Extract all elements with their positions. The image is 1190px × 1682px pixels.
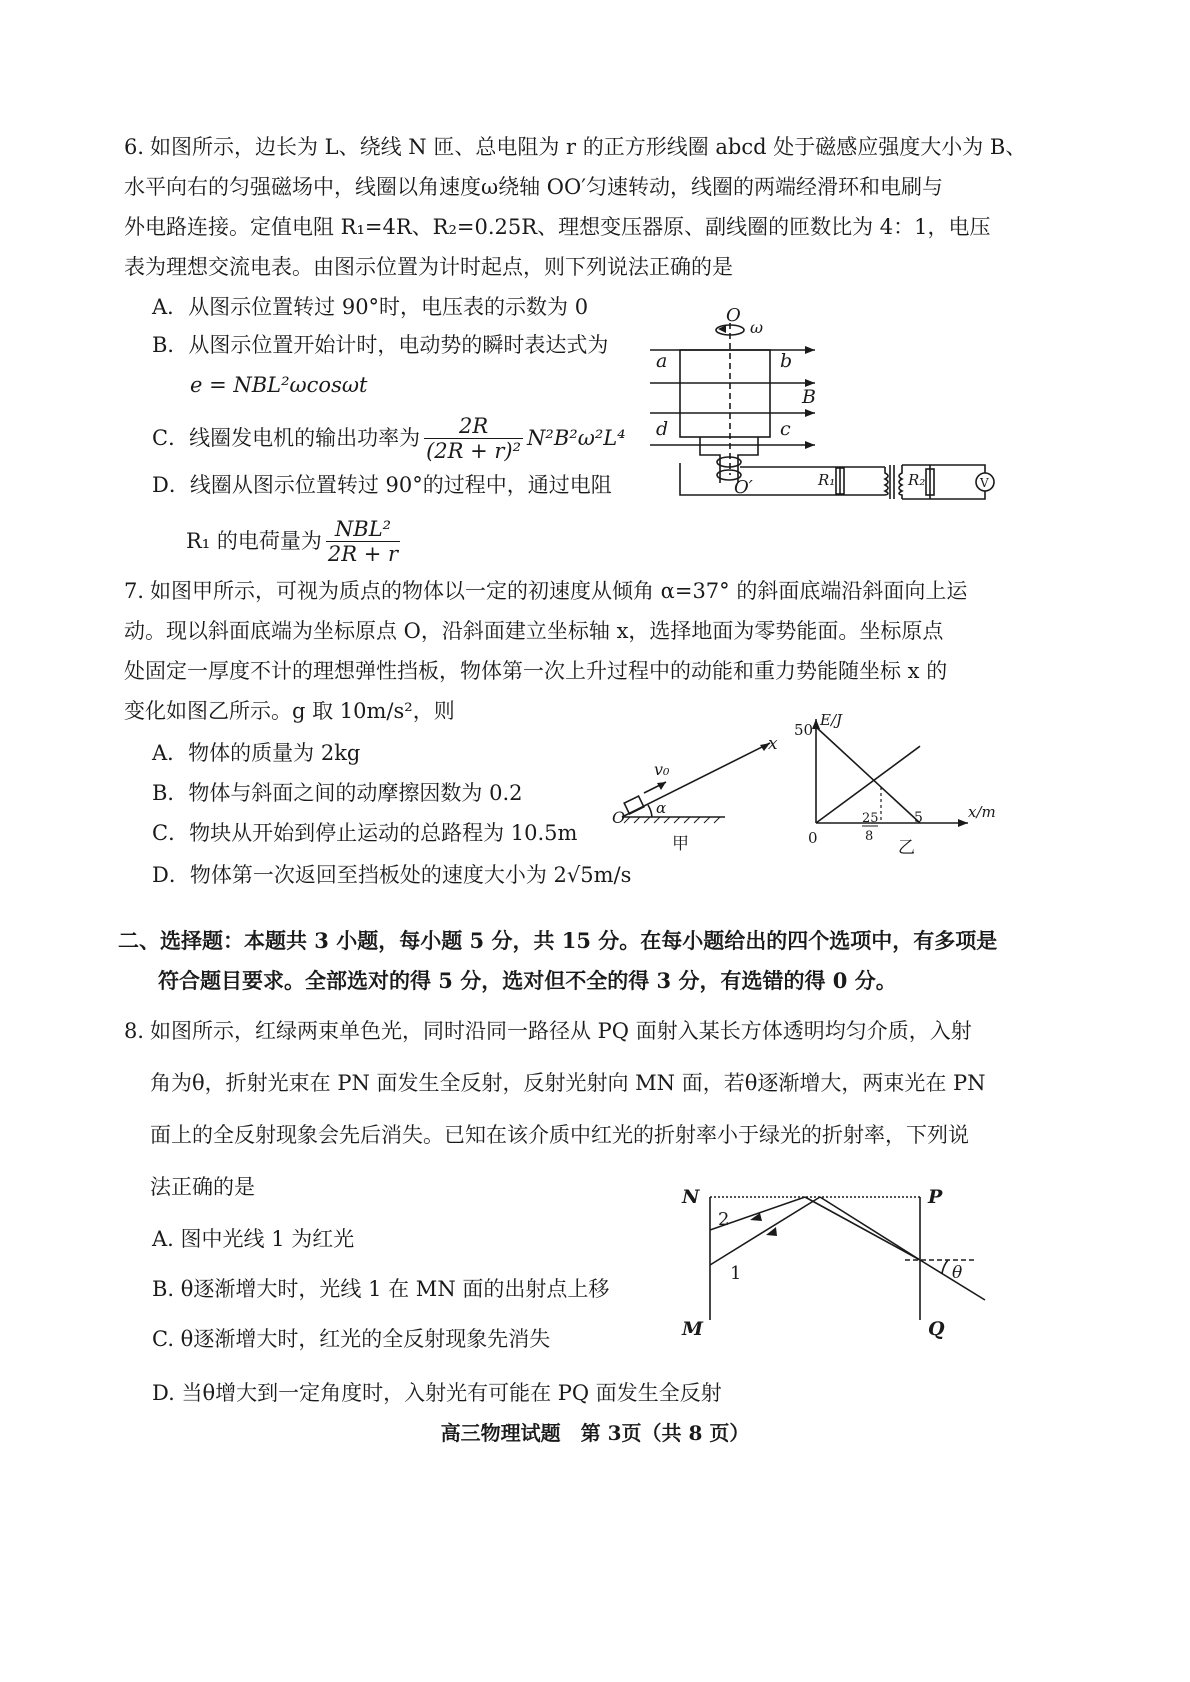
q6-option-a: A．从图示位置转过 90°时，电压表的示数为 0 bbox=[152, 295, 589, 319]
chart-tick-50: 50 bbox=[794, 721, 814, 739]
q6-option-c-numerator: 2R bbox=[424, 414, 523, 439]
q6-stem-line-1: 如图所示，边长为 L、绕线 N 匝、总电阻为 r 的正方形线圈 abcd 处于磁感应强度大小为 B、 bbox=[150, 135, 1027, 159]
q7-option-d: D．物体第一次返回至挡板处的速度大小为 2√5m/s bbox=[152, 863, 632, 887]
q6-option-b: B．从图示位置开始计时，电动势的瞬时表达式为 bbox=[152, 333, 609, 357]
chart-tick-origin: 0 bbox=[808, 829, 818, 847]
q6-fig-label-b: b bbox=[780, 350, 793, 372]
q6-option-d-numerator: NBL² bbox=[326, 517, 400, 542]
q6-option-c-denominator: (2R + r)² bbox=[426, 438, 522, 463]
q7-jia-caption: 甲 bbox=[672, 834, 689, 854]
q8-option-a: A. 图中光线 1 为红光 bbox=[152, 1227, 355, 1251]
q8-fig-label-P: P bbox=[928, 1186, 943, 1208]
page-footer: 高三物理试题 第 3页（共 8 页） bbox=[440, 1421, 750, 1445]
q8-number: 8． bbox=[124, 1019, 159, 1043]
q8-option-d: D. 当θ增大到一定角度时，入射光有可能在 PQ 面发生全反射 bbox=[152, 1381, 722, 1405]
q6-option-d: D．线圈从图示位置转过 90°的过程中，通过电阻 bbox=[152, 473, 612, 497]
q6-figure bbox=[640, 305, 1000, 505]
q8-fig-label-1: 1 bbox=[730, 1263, 742, 1284]
q6-option-d-fraction bbox=[326, 517, 400, 566]
q6-stem-line-4: 表为理想交流电表。由图示位置为计时起点，则下列说法正确的是 bbox=[124, 255, 733, 279]
q7-number: 7． bbox=[124, 579, 159, 603]
q8-fig-label-theta: θ bbox=[952, 1263, 963, 1283]
q6-fig-label-Oprime: O′ bbox=[734, 477, 753, 498]
q7-jia-label-x: x bbox=[768, 734, 778, 754]
q8-stem-line-1: 如图所示，红绿两束单色光，同时沿同一路径从 PQ 面射入某长方体透明均匀介质，入射 bbox=[150, 1019, 972, 1043]
section2-title: 二、选择题：本题共 3 小题，每小题 5 分，共 15 分。在每小题给出的四个选项中，有多项是 bbox=[118, 928, 998, 953]
q6-option-d-cont bbox=[186, 508, 404, 574]
q7-stem-line-1: 如图甲所示，可视为质点的物体以一定的初速度从倾角 α=37° 的斜面底端沿斜面向上运 bbox=[150, 579, 968, 603]
q7-stem-line-3: 处固定一厚度不计的理想弹性挡板，物体第一次上升过程中的动能和重力势能随坐标 x 的 bbox=[124, 659, 948, 683]
q6-option-d-text: R₁ 的电荷量为 bbox=[186, 529, 322, 553]
q8-stem-line-3: 面上的全反射现象会先后消失。已知在该介质中红光的折射率小于绿光的折射率，下列说 bbox=[150, 1123, 969, 1147]
q6-fig-label-omega: ω bbox=[750, 318, 764, 337]
q6-option-b-formula: e = NBL²ωcosωt bbox=[190, 373, 368, 397]
q6-stem-line-2: 水平向右的匀强磁场中，线圈以角速度ω绕轴 OO′匀速转动，线圈的两端经滑环和电刷与 bbox=[124, 175, 943, 199]
q6-fig-label-a: a bbox=[656, 350, 668, 372]
q6-option-d-denominator: 2R + r bbox=[327, 541, 399, 566]
q7-jia-label-v0: v₀ bbox=[654, 760, 670, 779]
q8-fig-label-Q: Q bbox=[928, 1318, 945, 1340]
q7-jia-label-alpha: α bbox=[656, 799, 667, 817]
q6-fig-label-R2: R₂ bbox=[908, 471, 926, 489]
q6-fig-label-B: B bbox=[802, 386, 816, 408]
q7-jia-label-O: O bbox=[612, 808, 626, 827]
q6-fig-label-V: V bbox=[980, 476, 989, 490]
q6-fig-label-O: O bbox=[726, 305, 741, 326]
chart-caption: 乙 bbox=[898, 838, 915, 858]
section2-title-cont: 符合题目要求。全部选对的得 5 分，选对但不全的得 3 分，有选错的得 0 分。 bbox=[158, 968, 897, 993]
q6-stem-line-3: 外电路连接。定值电阻 R₁=4R、R₂=0.25R、理想变压器原、副线圈的匝数比为 4：1，电压 bbox=[124, 215, 991, 239]
chart-ylabel: E/J bbox=[820, 711, 843, 729]
q7-figure-jia bbox=[610, 735, 790, 855]
q8-fig-label-N: N bbox=[682, 1186, 700, 1208]
q7-option-a: A．物体的质量为 2kg bbox=[152, 741, 361, 765]
q6-option-c bbox=[152, 403, 626, 473]
q6-fig-label-d: d bbox=[656, 418, 669, 440]
q7-stem-line-4: 变化如图乙所示。g 取 10m/s²，则 bbox=[124, 699, 455, 723]
q8-option-b: B. θ逐渐增大时，光线 1 在 MN 面的出射点上移 bbox=[152, 1277, 610, 1301]
q8-fig-label-2: 2 bbox=[718, 1209, 730, 1230]
q6-option-c-formula: N²B²ω²L⁴ bbox=[527, 426, 626, 450]
chart-series-line-1 bbox=[816, 727, 920, 823]
q6-option-c-fraction bbox=[424, 414, 523, 463]
q7-stem-line-2: 动。现以斜面底端为坐标原点 O，沿斜面建立坐标轴 x，选择地面为零势能面。坐标原点 bbox=[124, 619, 944, 643]
chart-tick-frac-num: 25 bbox=[862, 811, 879, 826]
q8-stem-line-4: 法正确的是 bbox=[150, 1175, 255, 1199]
chart-x-arrow bbox=[958, 819, 968, 827]
q8-figure bbox=[680, 1175, 1000, 1355]
q6-fig-label-c: c bbox=[780, 418, 791, 440]
chart-tick-5: 5 bbox=[914, 810, 923, 826]
q6-option-c-text: C．线圈发电机的输出功率为 bbox=[152, 426, 421, 450]
q7-figure-yi-chart bbox=[790, 705, 996, 858]
q6-number: 6． bbox=[124, 135, 159, 159]
q7-option-b: B．物体与斜面之间的动摩擦因数为 0.2 bbox=[152, 781, 523, 805]
q8-fig-label-M: M bbox=[682, 1318, 704, 1340]
q8-stem-line-2: 角为θ，折射光束在 PN 面发生全反射，反射光射向 MN 面，若θ逐渐增大，两束光在 PN bbox=[150, 1071, 986, 1095]
q6-fig-label-R1: R₁ bbox=[818, 471, 836, 489]
chart-xlabel: x/m bbox=[968, 803, 996, 821]
q8-option-c: C. θ逐渐增大时，红光的全反射现象先消失 bbox=[152, 1327, 551, 1351]
q7-option-c: C．物块从开始到停止运动的总路程为 10.5m bbox=[152, 821, 578, 845]
chart-tick-frac-den: 8 bbox=[865, 829, 874, 844]
